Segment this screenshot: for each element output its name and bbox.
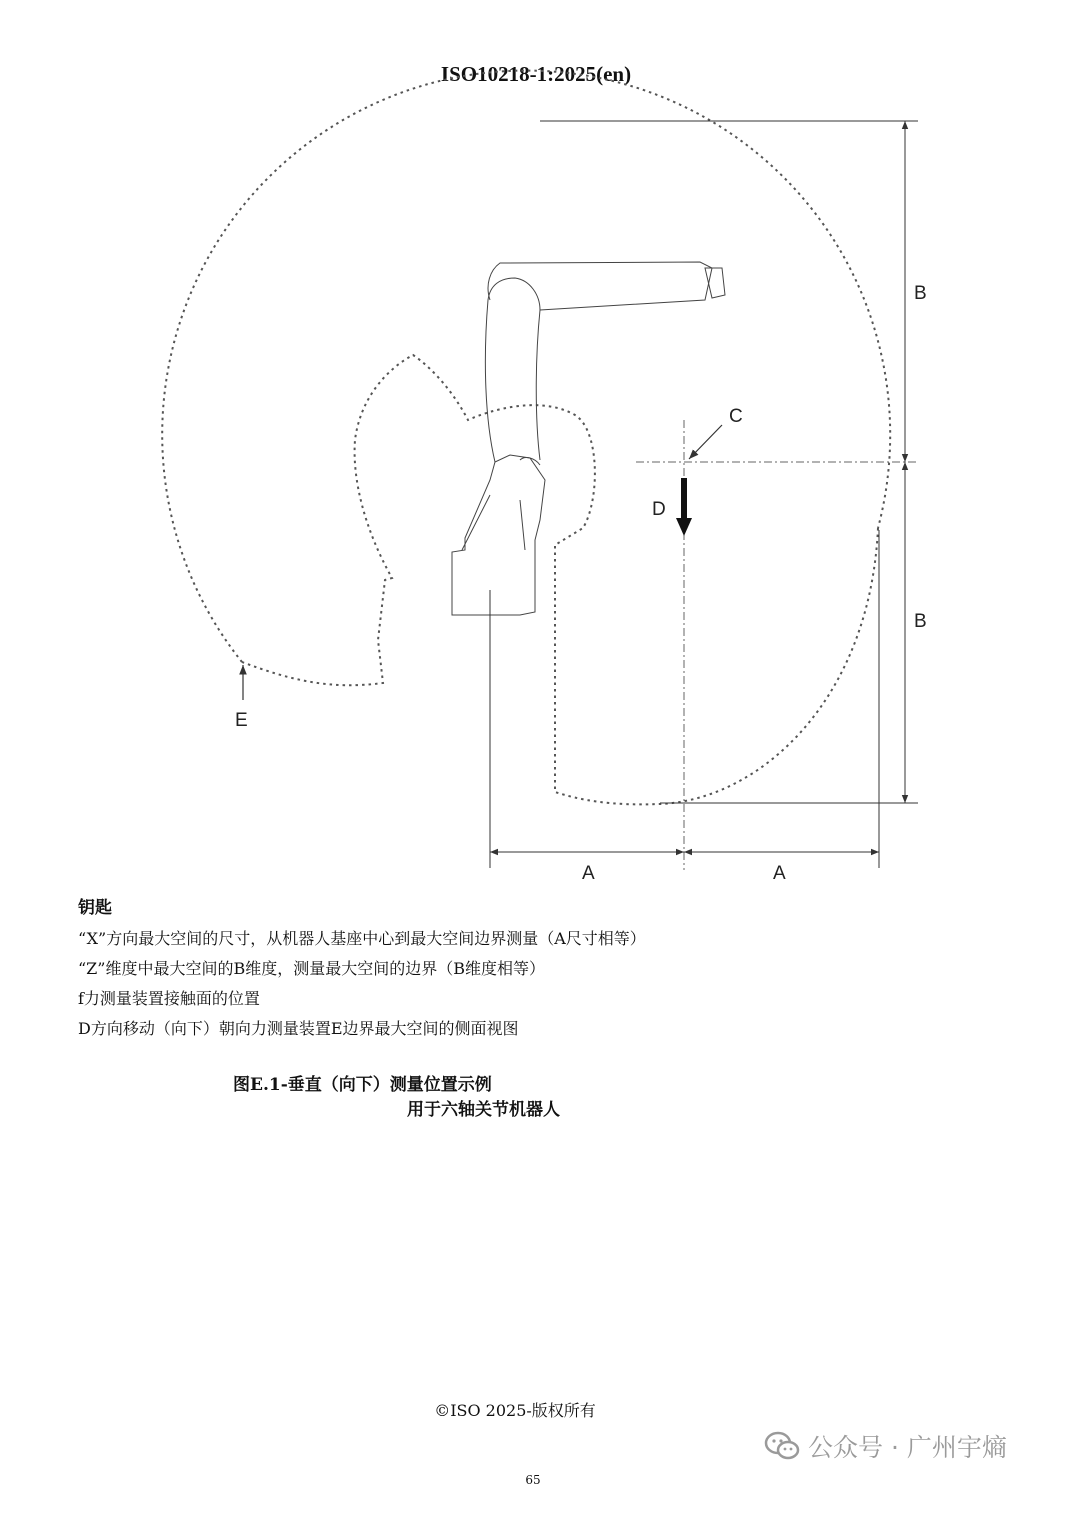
d-arrow-head: [676, 518, 692, 536]
document-header-title: ISO10218-1:2025(en): [440, 62, 632, 86]
key-item-b: “Z”维度中最大空间的B维度，测量最大空间的边界（B维度相等）: [78, 959, 545, 978]
key-item-d: D方向移动（向下）朝向力测量装置E边界最大空间的侧面视图: [78, 1019, 519, 1038]
figure-caption-line2: 用于六轴关节机器人: [407, 1100, 560, 1120]
c-pointer-line: [689, 425, 722, 459]
label-d: D: [652, 499, 666, 520]
figure-caption-line1: 图E.1-垂直（向下）测量位置示例: [233, 1075, 492, 1095]
key-title: 钥匙: [78, 898, 112, 918]
label-a-right: A: [773, 863, 786, 884]
wechat-icon: [764, 1431, 800, 1461]
copyright-notice: ©ISO 2025-版权所有: [434, 1401, 596, 1420]
label-b-top: B: [914, 283, 927, 304]
max-space-boundary: [162, 71, 890, 662]
watermark: [764, 1428, 1007, 1464]
label-c: C: [729, 406, 743, 427]
page-number: 65: [525, 1473, 541, 1487]
label-b-bottom: B: [914, 611, 927, 632]
key-item-a: “X”方向最大空间的尺寸，从机器人基座中心到最大空间边界测量（A尺寸相等）: [78, 929, 646, 948]
label-a-left: A: [582, 863, 595, 884]
max-space-boundary-lower: [242, 355, 878, 804]
label-e: E: [235, 710, 248, 731]
watermark-text: 公众号 · 广州宇熵: [808, 1433, 1007, 1462]
key-item-c: f力测量装置接触面的位置: [78, 989, 260, 1008]
figure-key: [78, 893, 646, 1044]
